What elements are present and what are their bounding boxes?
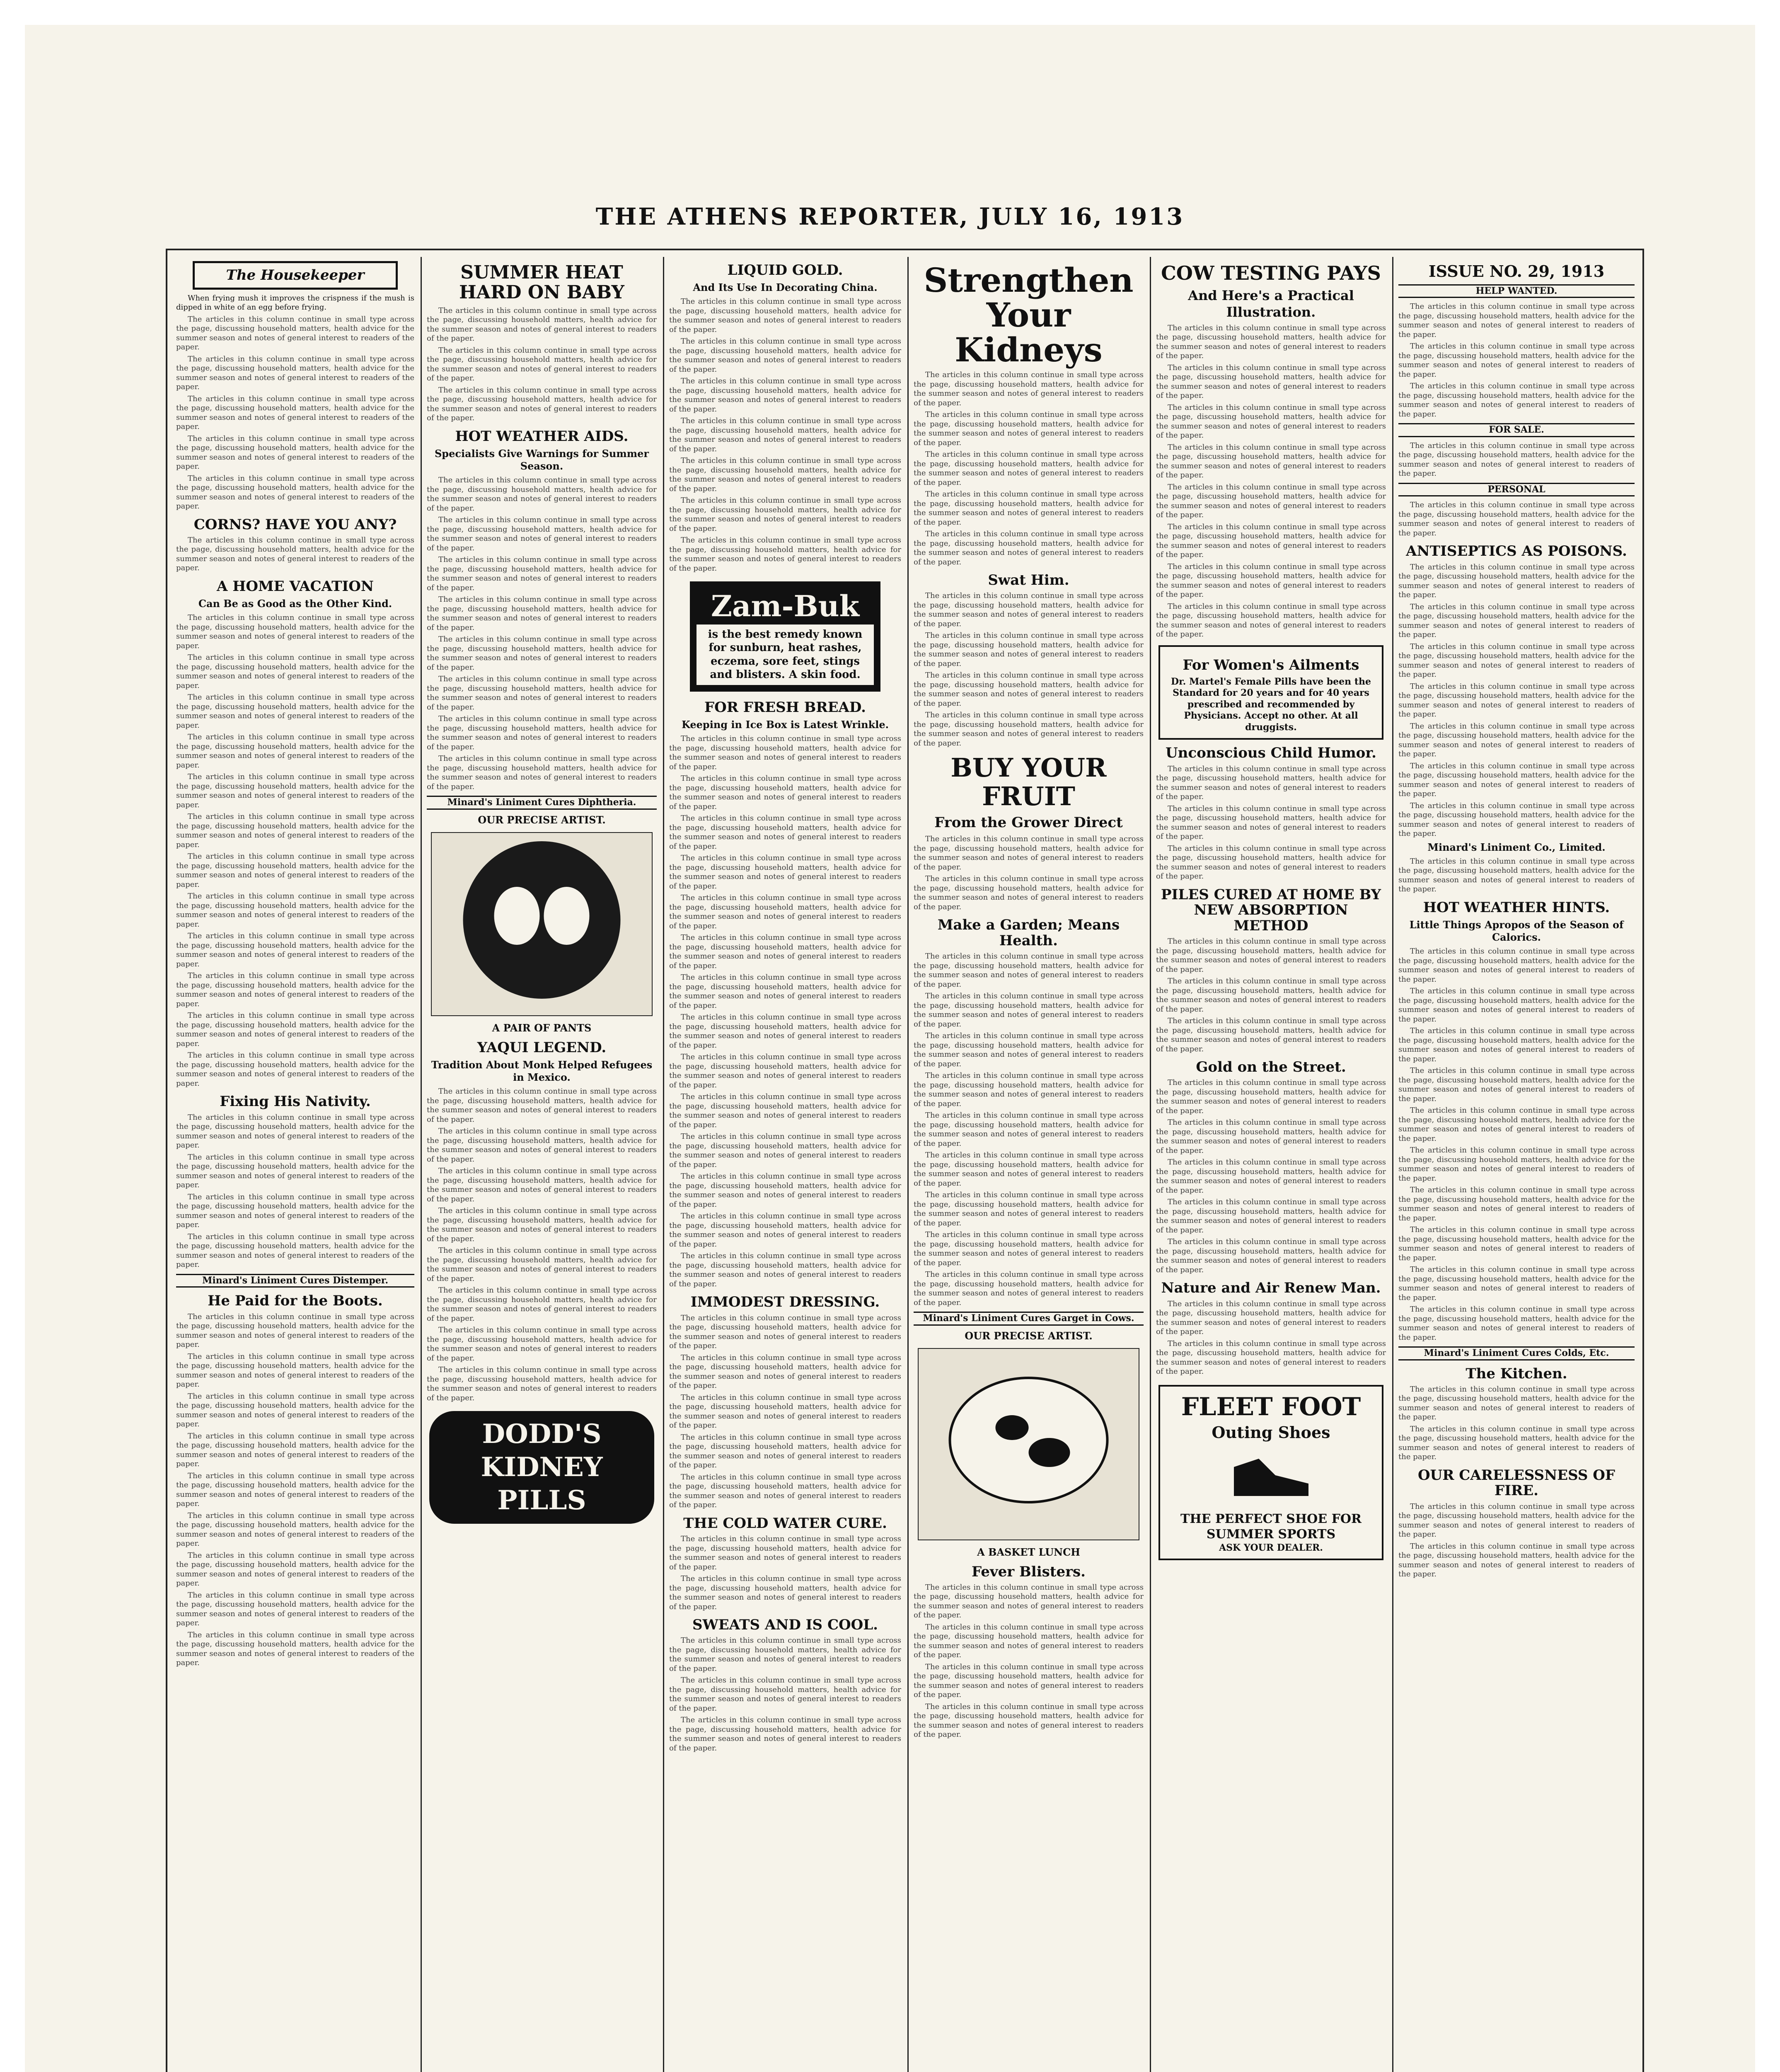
article-text: The articles in this column continue in small type across the page, discussing household matters, health advice for the summer season and notes of general interest to readers of the paper. [1156,937,1386,974]
article-text: The articles in this column continue in small type across the page, discussing household matters, health advice for the summer season and notes of general interest to readers of the paper. [176,1051,414,1088]
ad-line: KIDNEY [481,1452,603,1483]
article-subheading: Tradition About Monk Helped Refugees in Mexico. [431,1059,653,1084]
article-text: The articles in this column continue in small type across the page, discussing household matters, health advice for the summer season and notes of general interest to readers of the paper. [669,1172,901,1209]
article-text: When frying mush it improves the crispness if the mush is dipped in white of an egg before frying. [176,293,414,312]
ad-text: is the best remedy known for sunburn, heat rashes, eczema, sore feet, stings and blisters. A skin food. [697,625,874,685]
article-text: The articles in this column continue in small type across the page, discussing household matters, health advice for the summer season and notes of general interest to readers of the paper. [176,1471,414,1508]
womens-ailments-ad [1158,645,1383,740]
liniment-notice: Minard's Liniment Cures Diphtheria. [427,796,657,810]
article-text: The articles in this column continue in small type across the page, discussing household matters, health advice for the summer season and notes of general interest to readers of the paper. [1398,1186,1635,1222]
article-heading: IMMODEST DRESSING. [690,1294,880,1311]
article-text: The articles in this column continue in small type across the page, discussing household matters, health advice for the summer season and notes of general interest to readers of the paper. [1156,1078,1386,1115]
liniment-notice: Minard's Liniment Cures Distemper. [176,1274,414,1288]
ad-title: FLEET FOOT [1181,1392,1361,1421]
article-text: The articles in this column continue in small type across the page, discussing household matters, health advice for the summer season and notes of general interest to readers of the paper. [669,1013,901,1050]
article-text: The articles in this column continue in small type across the page, discussing household matters, health advice for the summer season and notes of general interest to readers of the paper. [914,1622,1144,1660]
article-text: The articles in this column continue in small type across the page, discussing household matters, health advice for the summer season and notes of general interest to readers of the paper. [914,1151,1144,1188]
article-text: The articles in this column continue in small type across the page, discussing household matters, health advice for the summer season and notes of general interest to readers of the paper. [427,754,657,791]
article-text: The articles in this column continue in small type across the page, discussing household matters, health advice for the summer season and notes of general interest to readers of the paper. [1398,947,1635,984]
article-text: The articles in this column continue in small type across the page, discussing household matters, health advice for the summer season and notes of general interest to readers of the paper. [669,734,901,771]
article-text: The articles in this column continue in small type across the page, discussing household matters, health advice for the summer season and notes of general interest to readers of the paper. [1398,1066,1635,1103]
article-text: The articles in this column continue in small type across the page, discussing household matters, health advice for the summer season and notes of general interest to readers of the paper. [1398,501,1635,537]
article-text: The articles in this column continue in small type across the page, discussing household matters, health advice for the summer season and notes of general interest to readers of the paper. [669,1353,901,1390]
article-text: The articles in this column continue in small type across the page, discussing household matters, health advice for the summer season and notes of general interest to readers of the paper. [176,733,414,770]
cartoon-title: OUR PRECISE ARTIST. [965,1329,1093,1342]
fleet-foot-ad [1158,1385,1383,1561]
article-text: The articles in this column continue in small type across the page, discussing household matters, health advice for the summer season and notes of general interest to readers of the paper. [176,653,414,690]
article-heading: THE COLD WATER CURE. [683,1515,887,1532]
column-5 [1156,257,1386,2072]
article-text: The articles in this column continue in small type across the page, discussing household matters, health advice for the summer season and notes of general interest to readers of the paper. [914,1191,1144,1227]
cartoon-caption: A BASKET LUNCH [977,1546,1080,1558]
article-text: The articles in this column continue in small type across the page, discussing household matters, health advice for the summer season and notes of general interest to readers of the paper. [914,1111,1144,1148]
article-text: The articles in this column continue in small type across the page, discussing household matters, health advice for the summer season and notes of general interest to readers of the paper. [669,337,901,374]
article-text: The articles in this column continue in small type across the page, discussing household matters, health advice for the summer season and notes of general interest to readers of the paper. [669,1053,901,1089]
column-rule [421,257,422,2072]
article-text: The articles in this column continue in small type across the page, discussing household matters, health advice for the summer season and notes of general interest to readers of the paper. [914,591,1144,628]
article-text: The articles in this column continue in small type across the page, discussing household matters, health advice for the summer season and notes of general interest to readers of the paper. [427,1167,657,1203]
article-heading: OUR CARELESSNESS OF FIRE. [1417,1467,1616,1499]
article-text: The articles in this column continue in small type across the page, discussing household matters, health advice for the summer season and notes of general interest to readers of the paper. [914,1702,1144,1739]
article-text: The articles in this column continue in small type across the page, discussing household matters, health advice for the summer season and notes of general interest to readers of the paper. [914,450,1144,487]
article-text: The articles in this column continue in small type across the page, discussing household matters, health advice for the summer season and notes of general interest to readers of the paper. [427,476,657,513]
zam-buk-ad [690,581,880,692]
article-text: The articles in this column continue in small type across the page, discussing household matters, health advice for the summer season and notes of general interest to readers of the paper. [1398,1225,1635,1262]
article-text: The articles in this column continue in small type across the page, discussing household matters, health advice for the summer season and notes of general interest to readers of the paper. [176,474,414,511]
article-text: The articles in this column continue in small type across the page, discussing household matters, health advice for the summer season and notes of general interest to readers of the paper. [427,1206,657,1243]
article-subheading: Keeping in Ice Box is Latest Wrinkle. [682,719,889,731]
article-text: The articles in this column continue in small type across the page, discussing household matters, health advice for the summer season and notes of general interest to readers of the paper. [427,1365,657,1402]
article-text: The articles in this column continue in small type across the page, discussing household matters, health advice for the summer season and notes of general interest to readers of the paper. [669,1676,901,1713]
classified-heading: HELP WANTED. [1398,284,1635,298]
article-text: The articles in this column continue in small type across the page, discussing household matters, health advice for the summer season and notes of general interest to readers of the paper. [427,1127,657,1164]
article-text: The articles in this column continue in small type across the page, discussing household matters, health advice for the summer season and notes of general interest to readers of the paper. [669,814,901,851]
article-text: The articles in this column continue in small type across the page, discussing household matters, health advice for the summer season and notes of general interest to readers of the paper. [176,772,414,809]
article-text: The articles in this column continue in small type across the page, discussing household matters, health advice for the summer season and notes of general interest to readers of the paper. [427,675,657,712]
cartoon-dogs-illustration [431,832,653,1016]
ad-line: PILLS [497,1485,586,1516]
column-1 [176,257,414,2072]
cow-drawing [919,1349,1139,1539]
article-text: The articles in this column continue in small type across the page, discussing household matters, health advice for the summer season and notes of general interest to readers of the paper. [176,315,414,351]
article-text: The articles in this column continue in small type across the page, discussing household matters, health advice for the summer season and notes of general interest to readers of the paper. [1398,342,1635,379]
article-subheading: Can Be as Good as the Other Kind. [198,598,392,610]
article-text: The articles in this column continue in small type across the page, discussing household matters, health advice for the summer season and notes of general interest to readers of the paper. [669,1472,901,1510]
article-text: The articles in this column continue in small type across the page, discussing household matters, health advice for the summer season and notes of general interest to readers of the paper. [176,1192,414,1230]
article-text: The articles in this column continue in small type across the page, discussing household matters, health advice for the summer season and notes of general interest to readers of the paper. [669,973,901,1010]
article-heading: CORNS? HAVE YOU ANY? [193,516,397,533]
article-text: The articles in this column continue in small type across the page, discussing household matters, health advice for the summer season and notes of general interest to readers of the paper. [176,852,414,889]
article-text: The articles in this column continue in small type across the page, discussing household matters, health advice for the summer season and notes of general interest to readers of the paper. [1398,682,1635,719]
article-text: The articles in this column continue in small type across the page, discussing household matters, health advice for the summer season and notes of general interest to readers of the paper. [1398,1305,1635,1342]
article-text: The articles in this column continue in small type across the page, discussing household matters, health advice for the summer season and notes of general interest to readers of the paper. [1156,1198,1386,1234]
article-text: The articles in this column continue in small type across the page, discussing household matters, health advice for the summer season and notes of general interest to readers of the paper. [669,1716,901,1752]
article-text: The articles in this column continue in small type across the page, discussing household matters, health advice for the summer season and notes of general interest to readers of the paper. [427,1286,657,1323]
article-text: The articles in this column continue in small type across the page, discussing household matters, health advice for the summer season and notes of general interest to readers of the paper. [914,952,1144,989]
article-text: The articles in this column continue in small type across the page, discussing household matters, health advice for the summer season and notes of general interest to readers of the paper. [176,613,414,650]
article-heading: Swat Him. [988,572,1069,588]
article-text: The articles in this column continue in small type across the page, discussing household matters, health advice for the summer season and notes of general interest to readers of the paper. [1398,987,1635,1024]
cartoon-title: OUR PRECISE ARTIST. [478,813,606,826]
article-heading: He Paid for the Boots. [208,1293,383,1310]
column-rule [1150,257,1151,2072]
article-text: The articles in this column continue in small type across the page, discussing household matters, health advice for the summer season and notes of general interest to readers of the paper. [914,631,1144,668]
article-heading: FOR FRESH BREAD. [704,699,866,716]
article-text: The articles in this column continue in small type across the page, discussing household matters, health advice for the summer season and notes of general interest to readers of the paper. [1398,801,1635,838]
article-text: The articles in this column continue in small type across the page, discussing household matters, health advice for the summer season and notes of general interest to readers of the paper. [176,535,414,573]
article-text: The articles in this column continue in small type across the page, discussing household matters, health advice for the summer season and notes of general interest to readers of the paper. [1156,482,1386,520]
issue-number: ISSUE NO. 29, 1913 [1428,262,1605,281]
article-text: The articles in this column continue in small type across the page, discussing household matters, health advice for the summer season and notes of general interest to readers of the paper. [1156,1158,1386,1195]
article-text: The articles in this column continue in small type across the page, discussing household matters, health advice for the summer season and notes of general interest to readers of the paper. [176,1431,414,1469]
article-text: The articles in this column continue in small type across the page, discussing household matters, health advice for the summer season and notes of general interest to readers of the paper. [1398,441,1635,478]
article-text: The articles in this column continue in small type across the page, discussing household matters, health advice for the summer season and notes of general interest to readers of the paper. [1156,1017,1386,1053]
article-text: The articles in this column continue in small type across the page, discussing household matters, health advice for the summer season and notes of general interest to readers of the paper. [1398,1106,1635,1143]
cartoon-cow-illustration [918,1348,1139,1540]
article-text: The articles in this column continue in small type across the page, discussing household matters, health advice for the summer season and notes of general interest to readers of the paper. [427,1246,657,1283]
article-text: The articles in this column continue in small type across the page, discussing household matters, health advice for the summer season and notes of general interest to readers of the paper. [176,394,414,431]
article-text: The articles in this column continue in small type across the page, discussing household matters, health advice for the summer season and notes of general interest to readers of the paper. [1398,1026,1635,1063]
article-text: The articles in this column continue in small type across the page, discussing household matters, health advice for the summer season and notes of general interest to readers of the paper. [176,971,414,1008]
ad-line: DODD'S [482,1418,602,1450]
article-heading: Unconscious Child Humor. [1166,745,1376,762]
article-text: The articles in this column continue in small type across the page, discussing household matters, health advice for the summer season and notes of general interest to readers of the paper. [914,992,1144,1029]
column-2 [427,257,657,2072]
kidneys-ad-heading: Strengthen Your Kidneys [924,261,1134,369]
cartoon-caption: A PAIR OF PANTS [492,1021,592,1034]
article-text: The articles in this column continue in small type across the page, discussing household matters, health advice for the summer season and notes of general interest to readers of the paper. [669,1636,901,1673]
piles-ad-heading: PILES CURED AT HOME BY NEW ABSORPTION METHOD [1161,886,1381,934]
article-text: The articles in this column continue in small type across the page, discussing household matters, health advice for the summer season and notes of general interest to readers of the paper. [914,490,1144,527]
article-text: The articles in this column continue in small type across the page, discussing household matters, health advice for the summer season and notes of general interest to readers of the paper. [669,1393,901,1430]
article-subheading: Little Things Apropos of the Season of Calorics. [1409,919,1624,944]
fruit-ad-heading: BUY YOUR FRUIT [950,753,1107,811]
article-text: The articles in this column continue in small type across the page, discussing household matters, health advice for the summer season and notes of general interest to readers of the paper. [1398,1542,1635,1579]
article-heading: A HOME VACATION [217,578,374,595]
article-text: The articles in this column continue in small type across the page, discussing household matters, health advice for the summer season and notes of general interest to readers of the paper. [914,1583,1144,1620]
article-text: The articles in this column continue in small type across the page, discussing household matters, health advice for the summer season and notes of general interest to readers of the paper. [669,416,901,453]
article-text: The articles in this column continue in small type across the page, discussing household matters, health advice for the summer season and notes of general interest to readers of the paper. [1156,443,1386,480]
article-text: The articles in this column continue in small type across the page, discussing household matters, health advice for the summer season and notes of general interest to readers of the paper. [427,635,657,672]
article-text: The articles in this column continue in small type across the page, discussing household matters, health advice for the summer season and notes of general interest to readers of the paper. [1156,363,1386,400]
article-text: The articles in this column continue in small type across the page, discussing household matters, health advice for the summer season and notes of general interest to readers of the paper. [669,496,901,533]
article-text: The articles in this column continue in small type across the page, discussing household matters, health advice for the summer season and notes of general interest to readers of the paper. [1398,1265,1635,1302]
article-text: The articles in this column continue in small type across the page, discussing household matters, health advice for the summer season and notes of general interest to readers of the paper. [914,1662,1144,1699]
article-text: The articles in this column continue in small type across the page, discussing household matters, health advice for the summer season and notes of general interest to readers of the paper. [669,1313,901,1351]
dodds-kidney-pills-ad [429,1411,654,1524]
article-text: The articles in this column continue in small type across the page, discussing household matters, health advice for the summer season and notes of general interest to readers of the paper. [669,377,901,414]
article-text: The articles in this column continue in small type across the page, discussing household matters, health advice for the summer season and notes of general interest to readers of the paper. [914,530,1144,566]
ad-line: ASK YOUR DEALER. [1219,1542,1323,1553]
article-text: The articles in this column continue in small type across the page, discussing household matters, health advice for the summer season and notes of general interest to readers of the paper. [1398,721,1635,759]
liniment-notice: Minard's Liniment Cures Colds, Etc. [1398,1346,1635,1360]
article-text: The articles in this column continue in small type across the page, discussing household matters, health advice for the summer season and notes of general interest to readers of the paper. [669,1092,901,1129]
article-text: The articles in this column continue in small type across the page, discussing household matters, health advice for the summer season and notes of general interest to readers of the paper. [1398,761,1635,799]
article-text: The articles in this column continue in small type across the page, discussing household matters, health advice for the summer season and notes of general interest to readers of the paper. [1156,844,1386,881]
ad-line: THE PERFECT SHOE FOR SUMMER SPORTS [1180,1511,1362,1542]
article-text: The articles in this column continue in small type across the page, discussing household matters, health advice for the summer season and notes of general interest to readers of the paper. [176,1152,414,1190]
article-text: The articles in this column continue in small type across the page, discussing household matters, health advice for the summer season and notes of general interest to readers of the paper. [1156,804,1386,841]
article-text: The articles in this column continue in small type across the page, discussing household matters, health advice for the summer season and notes of general interest to readers of the paper. [427,1326,657,1363]
article-text: The articles in this column continue in small type across the page, discussing household matters, health advice for the summer season and notes of general interest to readers of the paper. [914,1270,1144,1307]
article-subheading: Specialists Give Warnings for Summer Season. [434,448,649,472]
article-text: The articles in this column continue in small type across the page, discussing household matters, health advice for the summer season and notes of general interest to readers of the paper. [669,1535,901,1571]
article-text: The articles in this column continue in small type across the page, discussing household matters, health advice for the summer season and notes of general interest to readers of the paper. [669,893,901,930]
liniment-notice: Minard's Liniment Cures Garget in Cows. [914,1312,1144,1326]
article-text: The articles in this column continue in small type across the page, discussing household matters, health advice for the summer season and notes of general interest to readers of the paper. [1156,1299,1386,1336]
article-text: The articles in this column continue in small type across the page, discussing household matters, health advice for the summer season and notes of general interest to readers of the paper. [1156,977,1386,1014]
ad-line: Outing Shoes [1212,1423,1330,1442]
article-text: The articles in this column continue in small type across the page, discussing household matters, health advice for the summer season and notes of general interest to readers of the paper. [1398,1146,1635,1183]
article-text: The articles in this column continue in small type across the page, discussing household matters, health advice for the summer season and notes of general interest to readers of the paper. [427,1087,657,1124]
column-rule [1392,257,1393,2072]
article-heading: HOT WEATHER HINTS. [1423,899,1610,916]
article-text: The articles in this column continue in small type across the page, discussing household matters, health advice for the summer season and notes of general interest to readers of the paper. [669,1212,901,1249]
article-text: The articles in this column continue in small type across the page, discussing household matters, health advice for the summer season and notes of general interest to readers of the paper. [1398,562,1635,600]
article-text: The articles in this column continue in small type across the page, discussing household matters, health advice for the summer season and notes of general interest to readers of the paper. [176,1511,414,1548]
article-text: The articles in this column continue in small type across the page, discussing household matters, health advice for the summer season and notes of general interest to readers of the paper. [176,434,414,471]
article-text: The articles in this column continue in small type across the page, discussing household matters, health advice for the summer season and notes of general interest to readers of the paper. [176,1551,414,1588]
article-text: The articles in this column continue in small type across the page, discussing household matters, health advice for the summer season and notes of general interest to readers of the paper. [669,854,901,891]
article-text: The articles in this column continue in small type across the page, discussing household matters, health advice for the summer season and notes of general interest to readers of the paper. [914,874,1144,911]
article-text: The articles in this column continue in small type across the page, discussing household matters, health advice for the summer season and notes of general interest to readers of the paper. [1156,522,1386,559]
article-text: The articles in this column continue in small type across the page, discussing household matters, health advice for the summer season and notes of general interest to readers of the paper. [914,1031,1144,1068]
article-text: The articles in this column continue in small type across the page, discussing household matters, health advice for the summer season and notes of general interest to readers of the paper. [427,714,657,751]
article-text: The articles in this column continue in small type across the page, discussing household matters, health advice for the summer season and notes of general interest to readers of the paper. [1156,1339,1386,1376]
article-text: The articles in this column continue in small type across the page, discussing household matters, health advice for the summer season and notes of general interest to readers of the paper. [669,1574,901,1611]
classified-heading: FOR SALE. [1398,423,1635,437]
article-heading: HOT WEATHER AIDS. [455,428,629,445]
article-heading: Nature and Air Renew Man. [1161,1280,1381,1297]
article-text: The articles in this column continue in small type across the page, discussing household matters, health advice for the summer season and notes of general interest to readers of the paper. [176,1352,414,1389]
ad-title: For Women's Ailments [1183,656,1359,673]
article-text: The articles in this column continue in small type across the page, discussing household matters, health advice for the summer season and notes of general interest to readers of the paper. [669,456,901,493]
article-text: The articles in this column continue in small type across the page, discussing household matters, health advice for the summer season and notes of general interest to readers of the paper. [1156,764,1386,801]
article-text: The articles in this column continue in small type across the page, discussing household matters, health advice for the summer season and notes of general interest to readers of the paper. [427,306,657,343]
article-text: The articles in this column continue in small type across the page, discussing household matters, health advice for the summer season and notes of general interest to readers of the paper. [176,1590,414,1628]
article-text: The articles in this column continue in small type across the page, discussing household matters, health advice for the summer season and notes of general interest to readers of the paper. [427,346,657,383]
article-heading: Fixing His Nativity. [220,1093,371,1110]
article-text: The articles in this column continue in small type across the page, discussing household matters, health advice for the summer season and notes of general interest to readers of the paper. [669,1132,901,1169]
article-text: The articles in this column continue in small type across the page, discussing household matters, health advice for the summer season and notes of general interest to readers of the paper. [1156,562,1386,599]
column-6 [1398,257,1635,2072]
article-text: The articles in this column continue in small type across the page, discussing household matters, health advice for the summer season and notes of general interest to readers of the paper. [176,1392,414,1429]
newspaper-page [25,25,1755,2072]
fruit-ad-subheading: From the Grower Direct [934,814,1123,831]
article-text: The articles in this column continue in small type across the page, discussing household matters, health advice for the summer season and notes of general interest to readers of the paper. [1398,382,1635,419]
column-4 [914,257,1144,2072]
shoe-icon [1226,1442,1317,1508]
article-text: The articles in this column continue in small type across the page, discussing household matters, health advice for the summer season and notes of general interest to readers of the paper. [1156,403,1386,440]
article-heading: LIQUID GOLD. [727,262,843,278]
article-text: The articles in this column continue in small type across the page, discussing household matters, health advice for the summer season and notes of general interest to readers of the paper. [1398,1385,1635,1422]
article-heading: ANTISEPTICS AS POISONS. [1406,543,1627,560]
article-text: The articles in this column continue in small type across the page, discussing household matters, health advice for the summer season and notes of general interest to readers of the paper. [1398,642,1635,679]
article-text: The articles in this column continue in small type across the page, discussing household matters, health advice for the summer season and notes of general interest to readers of the paper. [176,812,414,849]
dogs-drawing [432,833,652,1015]
article-text: The articles in this column continue in small type across the page, discussing household matters, health advice for the summer season and notes of general interest to readers of the paper. [176,1011,414,1048]
article-text: The articles in this column continue in small type across the page, discussing household matters, health advice for the summer season and notes of general interest to readers of the paper. [1398,1502,1635,1539]
article-text: The articles in this column continue in small type across the page, discussing household matters, health advice for the summer season and notes of general interest to readers of the paper. [669,536,901,573]
article-text: The articles in this column continue in small type across the page, discussing household matters, health advice for the summer season and notes of general interest to readers of the paper. [914,835,1144,871]
article-text: The articles in this column continue in small type across the page, discussing household matters, health advice for the summer season and notes of general interest to readers of the paper. [914,1230,1144,1267]
article-text: The articles in this column continue in small type across the page, discussing household matters, health advice for the summer season and notes of general interest to readers of the paper. [1398,602,1635,639]
article-text: The articles in this column continue in small type across the page, discussing household matters, health advice for the summer season and notes of general interest to readers of the paper. [1398,1424,1635,1462]
article-text: The articles in this column continue in small type across the page, discussing household matters, health advice for the summer season and notes of general interest to readers of the paper. [914,1071,1144,1108]
article-text: The articles in this column continue in small type across the page, discussing household matters, health advice for the summer season and notes of general interest to readers of the paper. [669,297,901,334]
housekeeper-heading: The Housekeeper [193,261,398,290]
column-rule [663,257,664,2072]
column-rule [907,257,909,2072]
article-text: The articles in this column continue in small type across the page, discussing household matters, health advice for the summer season and notes of general interest to readers of the paper. [914,370,1144,407]
article-text: The articles in this column continue in small type across the page, discussing household matters, health advice for the summer season and notes of general interest to readers of the paper. [1156,1118,1386,1155]
article-text: The articles in this column continue in small type across the page, discussing household matters, health advice for the summer season and notes of general interest to readers of the paper. [427,516,657,552]
article-text: The articles in this column continue in small type across the page, discussing household matters, health advice for the summer season and notes of general interest to readers of the paper. [1398,302,1635,339]
article-text: The articles in this column continue in small type across the page, discussing household matters, health advice for the summer season and notes of general interest to readers of the paper. [1156,1237,1386,1274]
page-header: THE ATHENS REPORTER, JULY 16, 1913 [595,203,1185,230]
article-text: The articles in this column continue in small type across the page, discussing household matters, health advice for the summer season and notes of general interest to readers of the paper. [1156,323,1386,361]
article-text: The articles in this column continue in small type across the page, discussing household matters, health advice for the summer season and notes of general interest to readers of the paper. [669,933,901,970]
article-heading: SWEATS AND IS COOL. [692,1617,878,1634]
article-text: The articles in this column continue in small type across the page, discussing household matters, health advice for the summer season and notes of general interest to readers of the paper. [176,1113,414,1150]
article-text: The articles in this column continue in small type across the page, discussing household matters, health advice for the summer season and notes of general interest to readers of the paper. [176,1312,414,1349]
article-heading: The Kitchen. [1466,1365,1567,1382]
article-heading: Make a Garden; Means Health. [937,917,1120,949]
article-text: The articles in this column continue in small type across the page, discussing household matters, health advice for the summer season and notes of general interest to readers of the paper. [176,932,414,968]
article-text: The articles in this column continue in small type across the page, discussing household matters, health advice for the summer season and notes of general interest to readers of the paper. [427,595,657,632]
article-text: The articles in this column continue in small type across the page, discussing household matters, health advice for the summer season and notes of general interest to readers of the paper. [1398,857,1635,894]
ad-text: Dr. Martel's Female Pills have been the Standard for 20 years and for 40 years prescribed and recommended by Physicians. Accept no other. At all druggists. [1171,676,1371,733]
article-heading: YAQUI LEGEND. [477,1039,607,1056]
article-text: The articles in this column continue in small type across the page, discussing household matters, health advice for the summer season and notes of general interest to readers of the paper. [914,711,1144,748]
article-heading: COW TESTING PAYS [1161,262,1381,284]
article-text: The articles in this column continue in small type across the page, discussing household matters, health advice for the summer season and notes of general interest to readers of the paper. [669,1251,901,1288]
article-text: The articles in this column continue in small type across the page, discussing household matters, health advice for the summer season and notes of general interest to readers of the paper. [914,671,1144,708]
article-text: The articles in this column continue in small type across the page, discussing household matters, health advice for the summer season and notes of general interest to readers of the paper. [176,892,414,929]
article-text: The articles in this column continue in small type across the page, discussing household matters, health advice for the summer season and notes of general interest to readers of the paper. [1156,602,1386,639]
article-text: The articles in this column continue in small type across the page, discussing household matters, health advice for the summer season and notes of general interest to readers of the paper. [176,1232,414,1269]
article-heading: Gold on the Street. [1196,1059,1346,1076]
article-subheading: And Here's a Practical Illustration. [1188,287,1354,320]
article-text: The articles in this column continue in small type across the page, discussing household matters, health advice for the summer season and notes of general interest to readers of the paper. [669,1433,901,1470]
article-text: The articles in this column continue in small type across the page, discussing household matters, health advice for the summer season and notes of general interest to readers of the paper. [176,354,414,391]
classified-heading: PERSONAL [1398,483,1635,497]
article-heading: Fever Blisters. [972,1563,1086,1580]
article-subheading: And Its Use In Decorating China. [693,281,878,294]
article-text: The articles in this column continue in small type across the page, discussing household matters, health advice for the summer season and notes of general interest to readers of the paper. [427,555,657,592]
ad-title: Zam-Buk [711,589,860,624]
liniment-notice: Minard's Liniment Co., Limited. [1427,841,1606,853]
article-text: The articles in this column continue in small type across the page, discussing household matters, health advice for the summer season and notes of general interest to readers of the paper. [914,410,1144,447]
article-text: The articles in this column continue in small type across the page, discussing household matters, health advice for the summer season and notes of general interest to readers of the paper. [176,693,414,730]
article-heading: SUMMER HEAT HARD ON BABY [459,262,624,303]
article-text: The articles in this column continue in small type across the page, discussing household matters, health advice for the summer season and notes of general interest to readers of the paper. [176,1630,414,1668]
column-3 [669,257,901,2072]
article-text: The articles in this column continue in small type across the page, discussing household matters, health advice for the summer season and notes of general interest to readers of the paper. [427,385,657,423]
article-text: The articles in this column continue in small type across the page, discussing household matters, health advice for the summer season and notes of general interest to readers of the paper. [669,774,901,811]
